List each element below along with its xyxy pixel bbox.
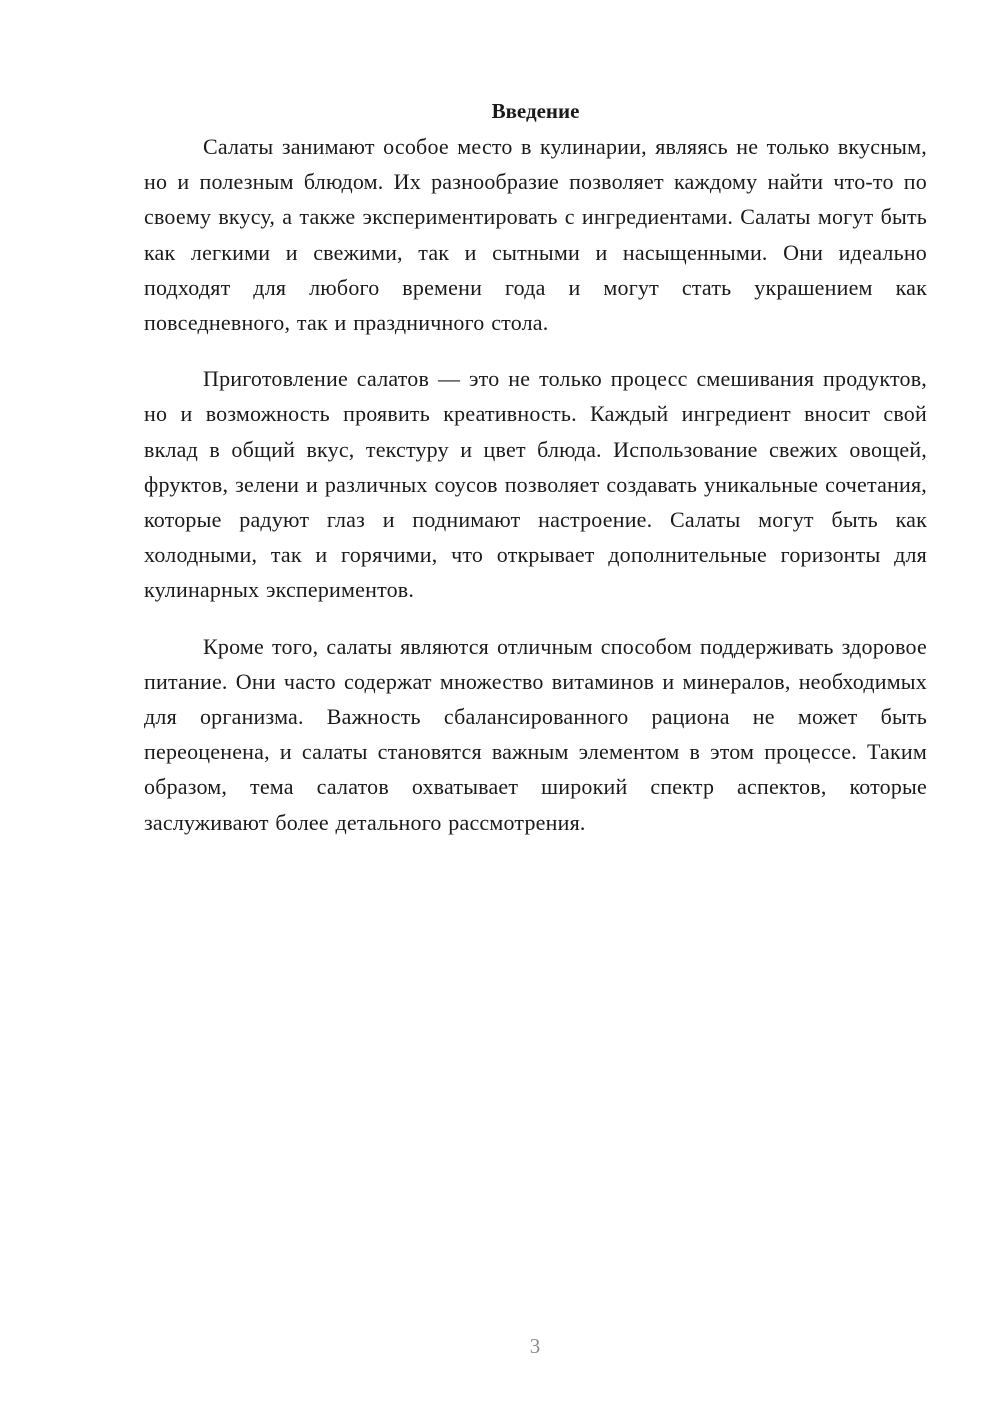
paragraph-3: Кроме того, салаты являются отличным способом поддерживать здоровое питание. Они часто содержат множество витаминов и минералов, необходимых для организма. Важность сбалансированного рациона не может быть переоценена, и салаты становятся важным элементом в этом процессе. Таким образом, тема салатов охватывает широкий спектр аспектов, которые заслуживают более детального рассмотрения. xyxy=(144,633,927,835)
page-number: 3 xyxy=(529,1334,541,1358)
paragraph-1: Салаты занимают особое место в кулинарии, являясь не только вкусным, но и полезным блюдом. Их разнообразие позволяет каждому найти что-то по своему вкусу, а также экспериментировать с ингредиентами. Салаты могут быть как легкими и свежими, так и сытными и насыщенными. Они идеально подходят для любого времени года и могут стать украшением как повседневного, так и праздничного стола. xyxy=(144,134,927,336)
section-title: Введение xyxy=(491,99,580,123)
page-content xyxy=(144,95,927,840)
paragraph-2: Приготовление салатов — это не только процесс смешивания продуктов, но и возможность проявить креативность. Каждый ингредиент вносит свой вклад в общий вкус, текстуру и цвет блюда. Использование свежих овощей, фруктов, зелени и различных соусов позволяет создавать уникальные сочетания, которые радуют глаз и поднимают настроение. Салаты могут быть как холодными, так и горячими, что открывает дополнительные горизонты для кулинарных экспериментов. xyxy=(144,366,927,603)
